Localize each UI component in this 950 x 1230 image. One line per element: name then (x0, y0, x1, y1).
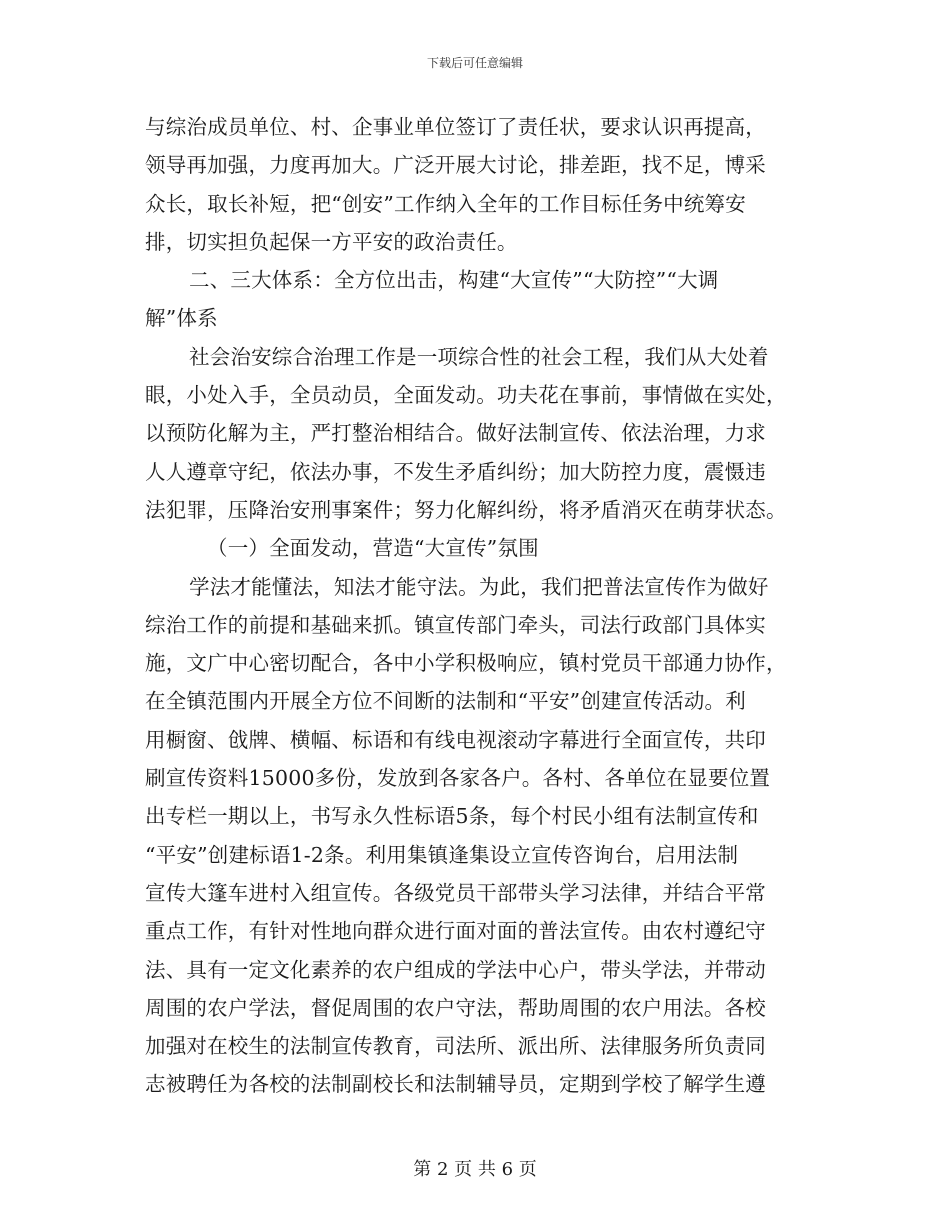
text-line: 施，文广中心密切配合，各中小学积极响应，镇村党员干部通力协作， (145, 651, 787, 676)
text-line: 加强对在校生的法制宣传教育，司法所、派出所、法律服务所负责同 (145, 1034, 766, 1059)
text-line: 志被聘任为各校的法制副校长和法制辅导员，定期到学校了解学生遵 (145, 1072, 766, 1097)
page-footer: 第 2 页 共 6 页 (413, 1159, 537, 1180)
text-line: 眼，小处入手，全员动员，全面发动。功夫花在事前，事情做在实处， (145, 383, 787, 408)
text-line: 领导再加强，力度再加大。广泛开展大讨论，排差距，找不足，博采 (145, 153, 766, 178)
paragraph-start: 社会治安综合治理工作是一项综合性的社会工程，我们从大处着 (189, 344, 769, 369)
text-line: 与综治成员单位、村、企事业单位签订了责任状，要求认识再提高， (145, 115, 766, 139)
text-line: 出专栏一期以上，书写永久性标语5条，每个村民小组有法制宣传和 (145, 804, 759, 829)
section-heading-cont: 解”体系 (145, 306, 218, 331)
text-line: 排，切实担负起保一方平安的政治责任。 (145, 229, 518, 254)
text-line: 法犯罪，压降治安刑事案件；努力化解纠纷，将矛盾消灭在萌芽状态。 (145, 497, 787, 522)
text-line: “平安”创建标语1-2条。利用集镇逢集设立宣传咨询台，启用法制 (145, 842, 739, 867)
text-line: 以预防化解为主，严打整治相结合。做好法制宣传、依法治理，力求 (145, 421, 766, 446)
text-line: 综治工作的前提和基础来抓。镇宣传部门牵头，司法行政部门具体实 (145, 612, 766, 637)
text-line: 众长，取长补短，把“创安”工作纳入全年的工作目标任务中统筹安 (145, 191, 746, 216)
section-heading: 二、三大体系：全方位出击，构建“大宣传”“大防控”“大调 (189, 268, 719, 293)
text-line: 用橱窗、戗牌、横幅、标语和有线电视滚动字幕进行全面宣传，共印 (145, 727, 766, 752)
page-header: 下载后可任意编辑 (426, 56, 523, 70)
body-text (145, 108, 810, 1104)
text-line: 宣传大篷车进村入组宣传。各级党员干部带头学习法律，并结合平常 (145, 880, 766, 905)
text-line: 人人遵章守纪，依法办事，不发生矛盾纠纷；加大防控力度，震慑违 (145, 459, 766, 484)
text-line: 刷宣传资料15000多份，发放到各家各户。各村、各单位在显要位置 (145, 766, 771, 791)
text-line: 周围的农户学法，督促周围的农户守法，帮助周围的农户用法。各校 (145, 995, 766, 1020)
text-line: 重点工作，有针对性地向群众进行面对面的普法宣传。由农村遵纪守 (145, 919, 766, 944)
subsection-heading: （一）全面发动，营造“大宣传”氛围 (207, 536, 539, 561)
text-line: 法、具有一定文化素养的农户组成的学法中心户，带头学法，并带动 (145, 957, 766, 982)
paragraph-start: 学法才能懂法，知法才能守法。为此，我们把普法宣传作为做好 (189, 574, 769, 599)
text-line: 在全镇范围内开展全方位不间断的法制和“平安”创建宣传活动。利 (145, 689, 746, 714)
